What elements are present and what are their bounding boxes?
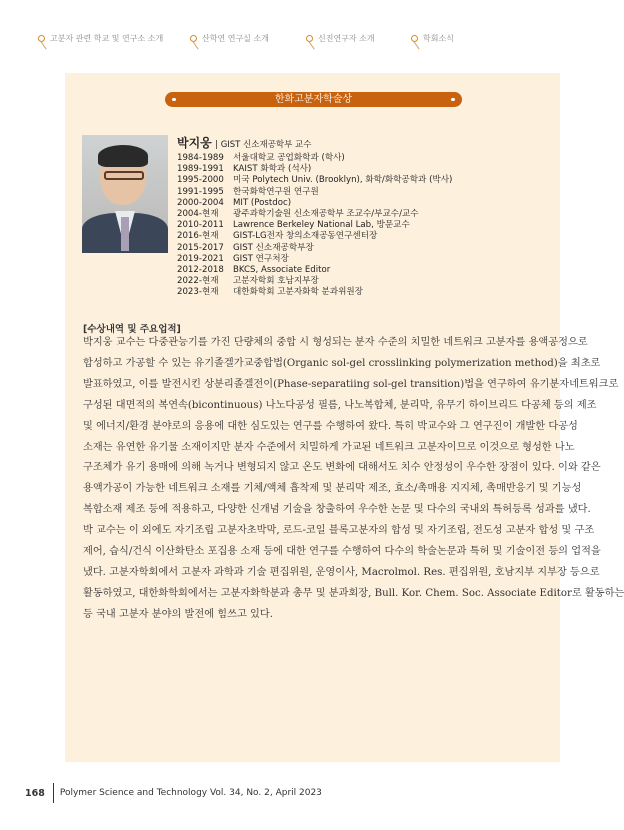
section-nav — [0, 33, 622, 53]
career-description: Lawrence Berkeley National Lab, 방문교수 — [233, 220, 410, 231]
body-line: 제어, 습식/건식 이산화탄소 포집용 소재 등에 대한 연구를 수행하여 다수의 학술논문과 특허 및 기술이전 등의 업적을 — [83, 546, 601, 558]
body-line: 활동하였고, 대한화학회에서는 고분자화학분과 총무 및 분과회장, Bull. Kor. Chem. Soc. Associate Editor로 활동하는 — [83, 587, 624, 599]
nav-label: 신진연구자 소개 — [318, 34, 375, 43]
career-description: 광주과학기술원 신소재공학부 조교수/부교수/교수 — [233, 209, 419, 220]
body-line: 발표하였고, 이를 발전시킨 상분리졸겔전이(Phase-separatiing sol-gel transition)법을 연구하여 유기분자네트워크로 — [83, 378, 619, 390]
achievements-body — [83, 333, 624, 626]
achievements-title: [수상내역 및 주요업적] — [83, 324, 181, 335]
career-description: GIST 연구처장 — [233, 253, 289, 264]
nav-label: 고분자 관련 학교 및 연구소 소개 — [50, 34, 164, 43]
pin-icon — [190, 35, 197, 42]
career-years: 1989-1991 — [177, 164, 224, 175]
body-line: 복합소재 제조 등에 적용하고, 다양한 신개념 기술을 창출하여 우수한 논문 및 다수의 국내외 특허등록 성과를 냈다. — [83, 504, 591, 516]
career-entry — [177, 220, 452, 231]
career-entry — [177, 153, 452, 164]
journal-info: Polymer Science and Technology Vol. 34, No. 2, April 2023 — [59, 788, 322, 798]
profile-heading — [177, 134, 311, 151]
career-description: 대한화학회 고분자화학 분과위원장 — [233, 287, 363, 298]
nav-item-society-news[interactable] — [411, 33, 454, 44]
nav-item-schools[interactable] — [38, 33, 163, 44]
body-line: 구조체가 유기 용매에 의해 녹거나 변형되지 않고 온도 변화에 대해서도 치수 안정성이 우수한 장점이 있다. 이와 같은 — [83, 462, 601, 474]
career-entry — [177, 187, 452, 198]
career-years: 2015-2017 — [177, 242, 224, 253]
career-years: 2010-2011 — [177, 220, 224, 231]
career-years: 1991-1995 — [177, 186, 224, 197]
nav-label: 학회소식 — [423, 34, 454, 43]
career-entry — [177, 209, 452, 220]
career-years: 2000-2004 — [177, 197, 224, 208]
career-entry — [177, 287, 452, 298]
career-entry — [177, 243, 452, 254]
career-entry — [177, 265, 452, 276]
nav-label: 산학연 연구실 소개 — [202, 34, 269, 43]
profile-affiliation: | GIST 신소재공학부 교수 — [215, 140, 312, 150]
career-entry — [177, 254, 452, 265]
dot-icon — [172, 98, 176, 101]
body-line: 등 국내 고분자 분야의 발전에 힘쓰고 있다. — [83, 608, 273, 620]
nav-item-young-researchers[interactable] — [306, 33, 375, 44]
career-entry — [177, 276, 452, 287]
award-title-bar — [165, 92, 462, 107]
pin-icon — [306, 35, 313, 42]
career-description: KAIST 화학과 (석사) — [233, 164, 312, 175]
body-line: 소재는 유연한 유기물 소재이지만 분자 수준에서 치밀하게 가교된 네트워크 고분자이므로 이것으로 형성한 나노 — [83, 441, 575, 453]
page-number: 168 — [25, 787, 45, 799]
career-description: BKCS, Associate Editor — [233, 265, 331, 276]
body-line: 및 에너지/환경 분야로의 응용에 대한 심도있는 연구를 수행하여 왔다. 특히 박교수와 그 연구진이 개발한 다공성 — [83, 420, 578, 432]
career-years: 2004-현재 — [177, 209, 219, 220]
career-description: MIT (Postdoc) — [233, 197, 292, 208]
career-entry — [177, 231, 452, 242]
body-line: 박지웅 교수는 다중관능기를 가진 단량체의 중합 시 형성되는 분자 수준의 치밀한 네트워크 고분자를 용액공정으로 — [83, 337, 588, 348]
award-panel — [65, 73, 624, 762]
body-line: 용액가공이 가능한 네트워크 소재를 기체/액체 흡착제 및 분리막 제조, 효소/촉매용 지지체, 촉매반응기 및 기능성 — [83, 483, 582, 495]
page-footer — [25, 783, 322, 803]
nav-item-labs[interactable] — [190, 33, 269, 44]
body-line: 구성된 대면적의 복연속(bicontinuous) 나노다공성 필름, 나노복합체, 분리막, 유무기 하이브리드 다공체 등의 제조 — [83, 399, 597, 411]
body-line: 박 교수는 이 외에도 자기조립 고분자초박막, 로드-코일 블록고분자의 합성 및 자기조립, 전도성 고분자 합성 및 구조 — [83, 525, 595, 537]
dot-icon — [451, 98, 455, 101]
career-years: 1984-1989 — [177, 153, 224, 163]
career-entry — [177, 198, 452, 209]
career-description: 미국 Polytech Univ. (Brooklyn), 화학/화학공학과 (박사) — [233, 175, 453, 186]
profile-photo — [82, 135, 168, 249]
award-title: 한화고분자학술상 — [274, 94, 353, 105]
body-line: 합성하고 가공할 수 있는 유기졸겔가교중합법(Organic sol-gel crosslinking polymerization method)을 최초로 — [83, 357, 601, 369]
pin-icon — [38, 35, 45, 42]
career-years: 2012-2018 — [177, 265, 224, 276]
career-years: 1995-2000 — [177, 175, 224, 186]
career-description: GIST 신소재공학부장 — [233, 242, 314, 253]
body-line: 냈다. 고분자학회에서 고분자 과학과 기술 편집위원, 운영이사, Macrolmol. Res. 편집위원, 호남지부 지부장 등으로 — [83, 566, 600, 578]
divider — [53, 783, 54, 803]
profile-name: 박지웅 — [177, 136, 212, 150]
career-description: 한국화학연구원 연구원 — [233, 186, 319, 197]
career-description: 서울대학교 공업화학과 (학사) — [233, 153, 345, 163]
career-entry — [177, 175, 452, 186]
career-years: 2023-현재 — [177, 287, 219, 298]
career-entry — [177, 164, 452, 175]
career-description: GIST-LG전자 창의소재공동연구센터장 — [233, 231, 378, 242]
career-description: 고분자학회 호남지부장 — [233, 276, 319, 287]
career-years: 2016-현재 — [177, 231, 219, 242]
career-list — [177, 153, 452, 299]
career-years: 2022-현재 — [177, 276, 219, 287]
career-years: 2019-2021 — [177, 253, 224, 264]
pin-icon — [411, 35, 418, 42]
